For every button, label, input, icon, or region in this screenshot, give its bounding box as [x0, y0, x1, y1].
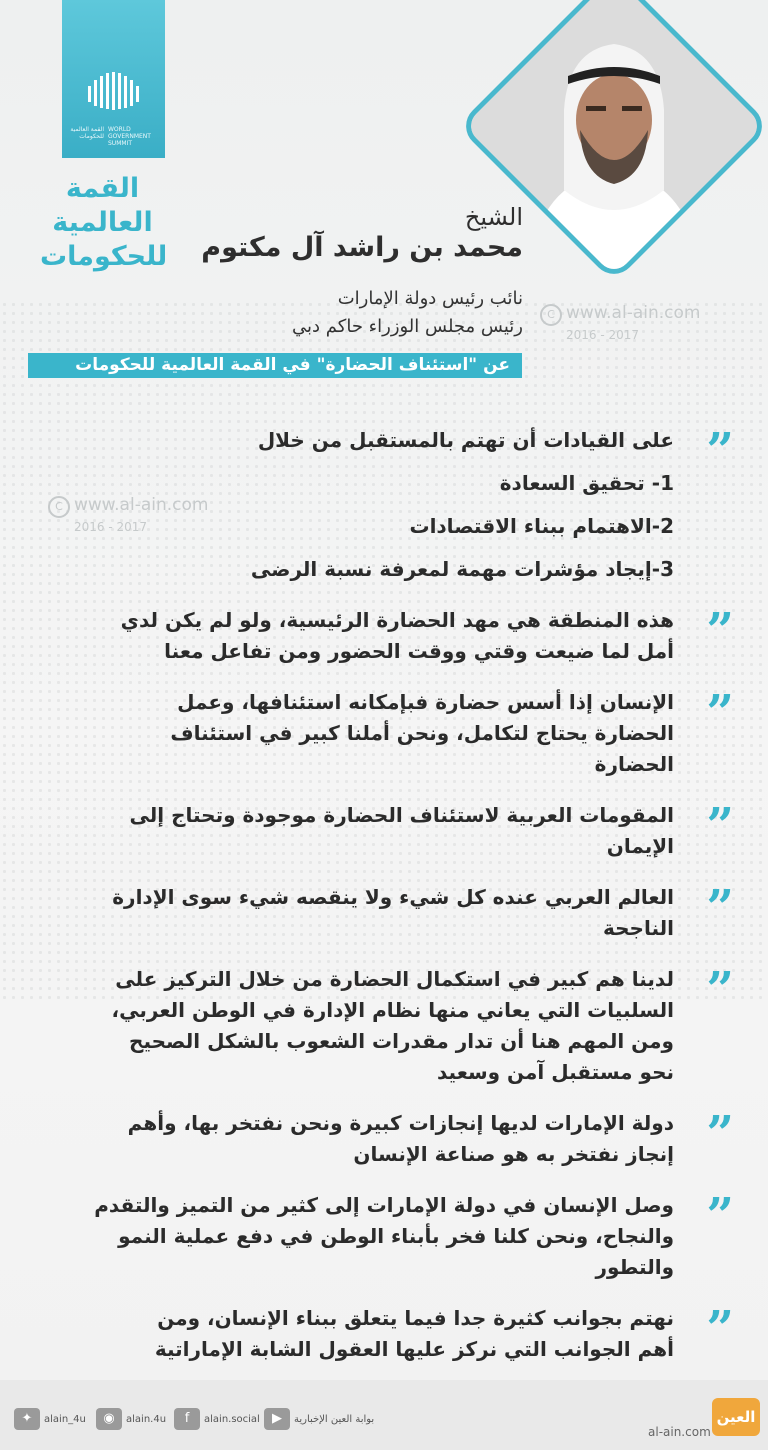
quote-item	[36, 882, 736, 944]
quote-line: لدينا هم كبير في استكمال الحضارة من خلال التركيز على	[115, 967, 674, 991]
quote-line: أمل لما ضيعت وقتي ووقت الحضور ومن تفاعل معنا	[164, 639, 674, 663]
person-title: نائب رئيس دولة الإمارات	[337, 288, 523, 309]
quote-line: والنجاح، ونحن كلنا فخر بأبناء الوطن في دفع عملية النمو	[118, 1224, 674, 1248]
brand-logo: العين	[712, 1398, 760, 1436]
watermark-years: 2016 - 2017	[566, 328, 640, 342]
summit-logo	[62, 0, 165, 158]
quote-mark-icon: ”	[706, 880, 734, 936]
watermark	[540, 304, 700, 344]
quote-item	[36, 800, 736, 862]
quote-item	[36, 1108, 736, 1170]
instagram-handle: alain.4u	[126, 1414, 167, 1425]
person-title: رئيس مجلس الوزراء حاكم دبي	[292, 316, 523, 337]
quote-item	[36, 605, 736, 667]
quote-list-item: 3-إيجاد مؤشرات مهمة لمعرفة نسبة الرضى	[250, 557, 674, 581]
quote-mark-icon: ”	[706, 962, 734, 1018]
quote-mark-icon: ”	[706, 603, 734, 659]
honorific: الشيخ	[464, 203, 523, 231]
quote-line: الإنسان إذا أسس حضارة فبإمكانه استئنافها، وعمل	[177, 690, 674, 714]
quote-line: المقومات العربية لاستئناف الحضارة موجودة وتحتاج إلى	[129, 803, 674, 827]
copyright-icon: C	[48, 496, 70, 518]
logo-english-text: WORLD GOVERNMENT SUMMIT	[108, 126, 151, 147]
summit-title-line: للحكومات	[40, 241, 168, 272]
logo-arabic-text: القمة العالمية للحكومات	[70, 126, 104, 140]
twitter-link[interactable]	[14, 1408, 86, 1430]
twitter-handle: alain_4u	[44, 1414, 86, 1425]
quote-line: والتطور	[595, 1255, 674, 1279]
youtube-icon: ▶	[264, 1408, 290, 1430]
quote-item	[36, 964, 736, 1088]
facebook-link[interactable]	[174, 1408, 260, 1430]
person-name: محمد بن راشد آل مكتوم	[201, 232, 523, 263]
summit-title	[40, 172, 168, 274]
youtube-link[interactable]	[264, 1408, 374, 1430]
twitter-icon: ✦	[14, 1408, 40, 1430]
instagram-icon: ◉	[96, 1408, 122, 1430]
quote-mark-icon: ”	[706, 798, 734, 854]
quote-item	[36, 425, 736, 585]
quote-line: السلبيات التي يعاني منها نظام الإدارة في الوطن العربي،	[111, 998, 674, 1022]
quote-line: الناجحة	[603, 916, 674, 940]
quote-item	[36, 1190, 736, 1283]
youtube-channel: بوابة العين الإخبارية	[294, 1414, 375, 1425]
quotes-list	[36, 425, 736, 1385]
quote-line: العالم العربي عنده كل شيء ولا ينقصه شيء سوى الإدارة	[112, 885, 674, 909]
quote-line: أهم الجوانب التي نركز عليها العقول الشابة الإماراتية	[154, 1337, 674, 1361]
quote-line: الحضارة	[594, 752, 674, 776]
person-titles	[292, 285, 523, 341]
quote-item	[36, 1303, 736, 1365]
subtitle-banner: عن "استئناف الحضارة" في القمة العالمية للحكومات	[28, 353, 522, 378]
quote-line: إنجاز نفتخر به هو صناعة الإنسان	[353, 1142, 674, 1166]
facebook-icon: f	[174, 1408, 200, 1430]
site-link[interactable]: al-ain.com	[648, 1425, 711, 1439]
quote-mark-icon: ”	[706, 685, 734, 741]
person-name-block	[201, 203, 523, 265]
quote-mark-icon: ”	[706, 1188, 734, 1244]
watermark-url: www.al-ain.com	[566, 303, 701, 323]
quote-line: وصل الإنسان في دولة الإمارات إلى كثير من التميز والتقدم	[94, 1193, 674, 1217]
quote-line: نهتم بجوانب كثيرة جدا فيما يتعلق ببناء الإنسان، ومن	[157, 1306, 674, 1330]
summit-title-line: القمة	[65, 173, 140, 204]
quote-line: دولة الإمارات لديها إنجازات كبيرة ونحن نفتخر بها، وأهم	[127, 1111, 674, 1135]
quote-list-item: 1- تحقيق السعادة	[499, 471, 674, 495]
quote-line: هذه المنطقة هي مهد الحضارة الرئيسية، ولو لم يكن لدي	[120, 608, 674, 632]
copyright-icon: C	[540, 304, 562, 326]
quote-line: الإيمان	[606, 834, 674, 858]
quote-item	[36, 687, 736, 780]
instagram-link[interactable]	[96, 1408, 166, 1430]
watermark-years: 2016 - 2017	[74, 520, 148, 534]
quote-line: ومن المهم هنا أن تدار مقدرات الشعوب بالشكل الصحيح	[129, 1029, 674, 1053]
quote-line: على القيادات أن تهتم بالمستقبل من خلال	[257, 428, 674, 452]
watermark-url: www.al-ain.com	[74, 495, 209, 515]
quote-mark-icon: ”	[706, 423, 734, 479]
summit-bars-icon	[86, 72, 140, 112]
facebook-handle: alain.social	[204, 1414, 260, 1425]
quote-line: الحضارة يحتاج لتكامل، ونحن أملنا كبير في استئناف	[170, 721, 674, 745]
quote-line: نحو مستقبل آمن وسعيد	[436, 1060, 674, 1084]
quote-mark-icon: ”	[706, 1106, 734, 1162]
quote-mark-icon: ”	[706, 1301, 734, 1357]
summit-title-line: العالمية	[52, 207, 153, 238]
quote-list-item: 2-الاهتمام ببناء الاقتصادات	[409, 514, 674, 538]
